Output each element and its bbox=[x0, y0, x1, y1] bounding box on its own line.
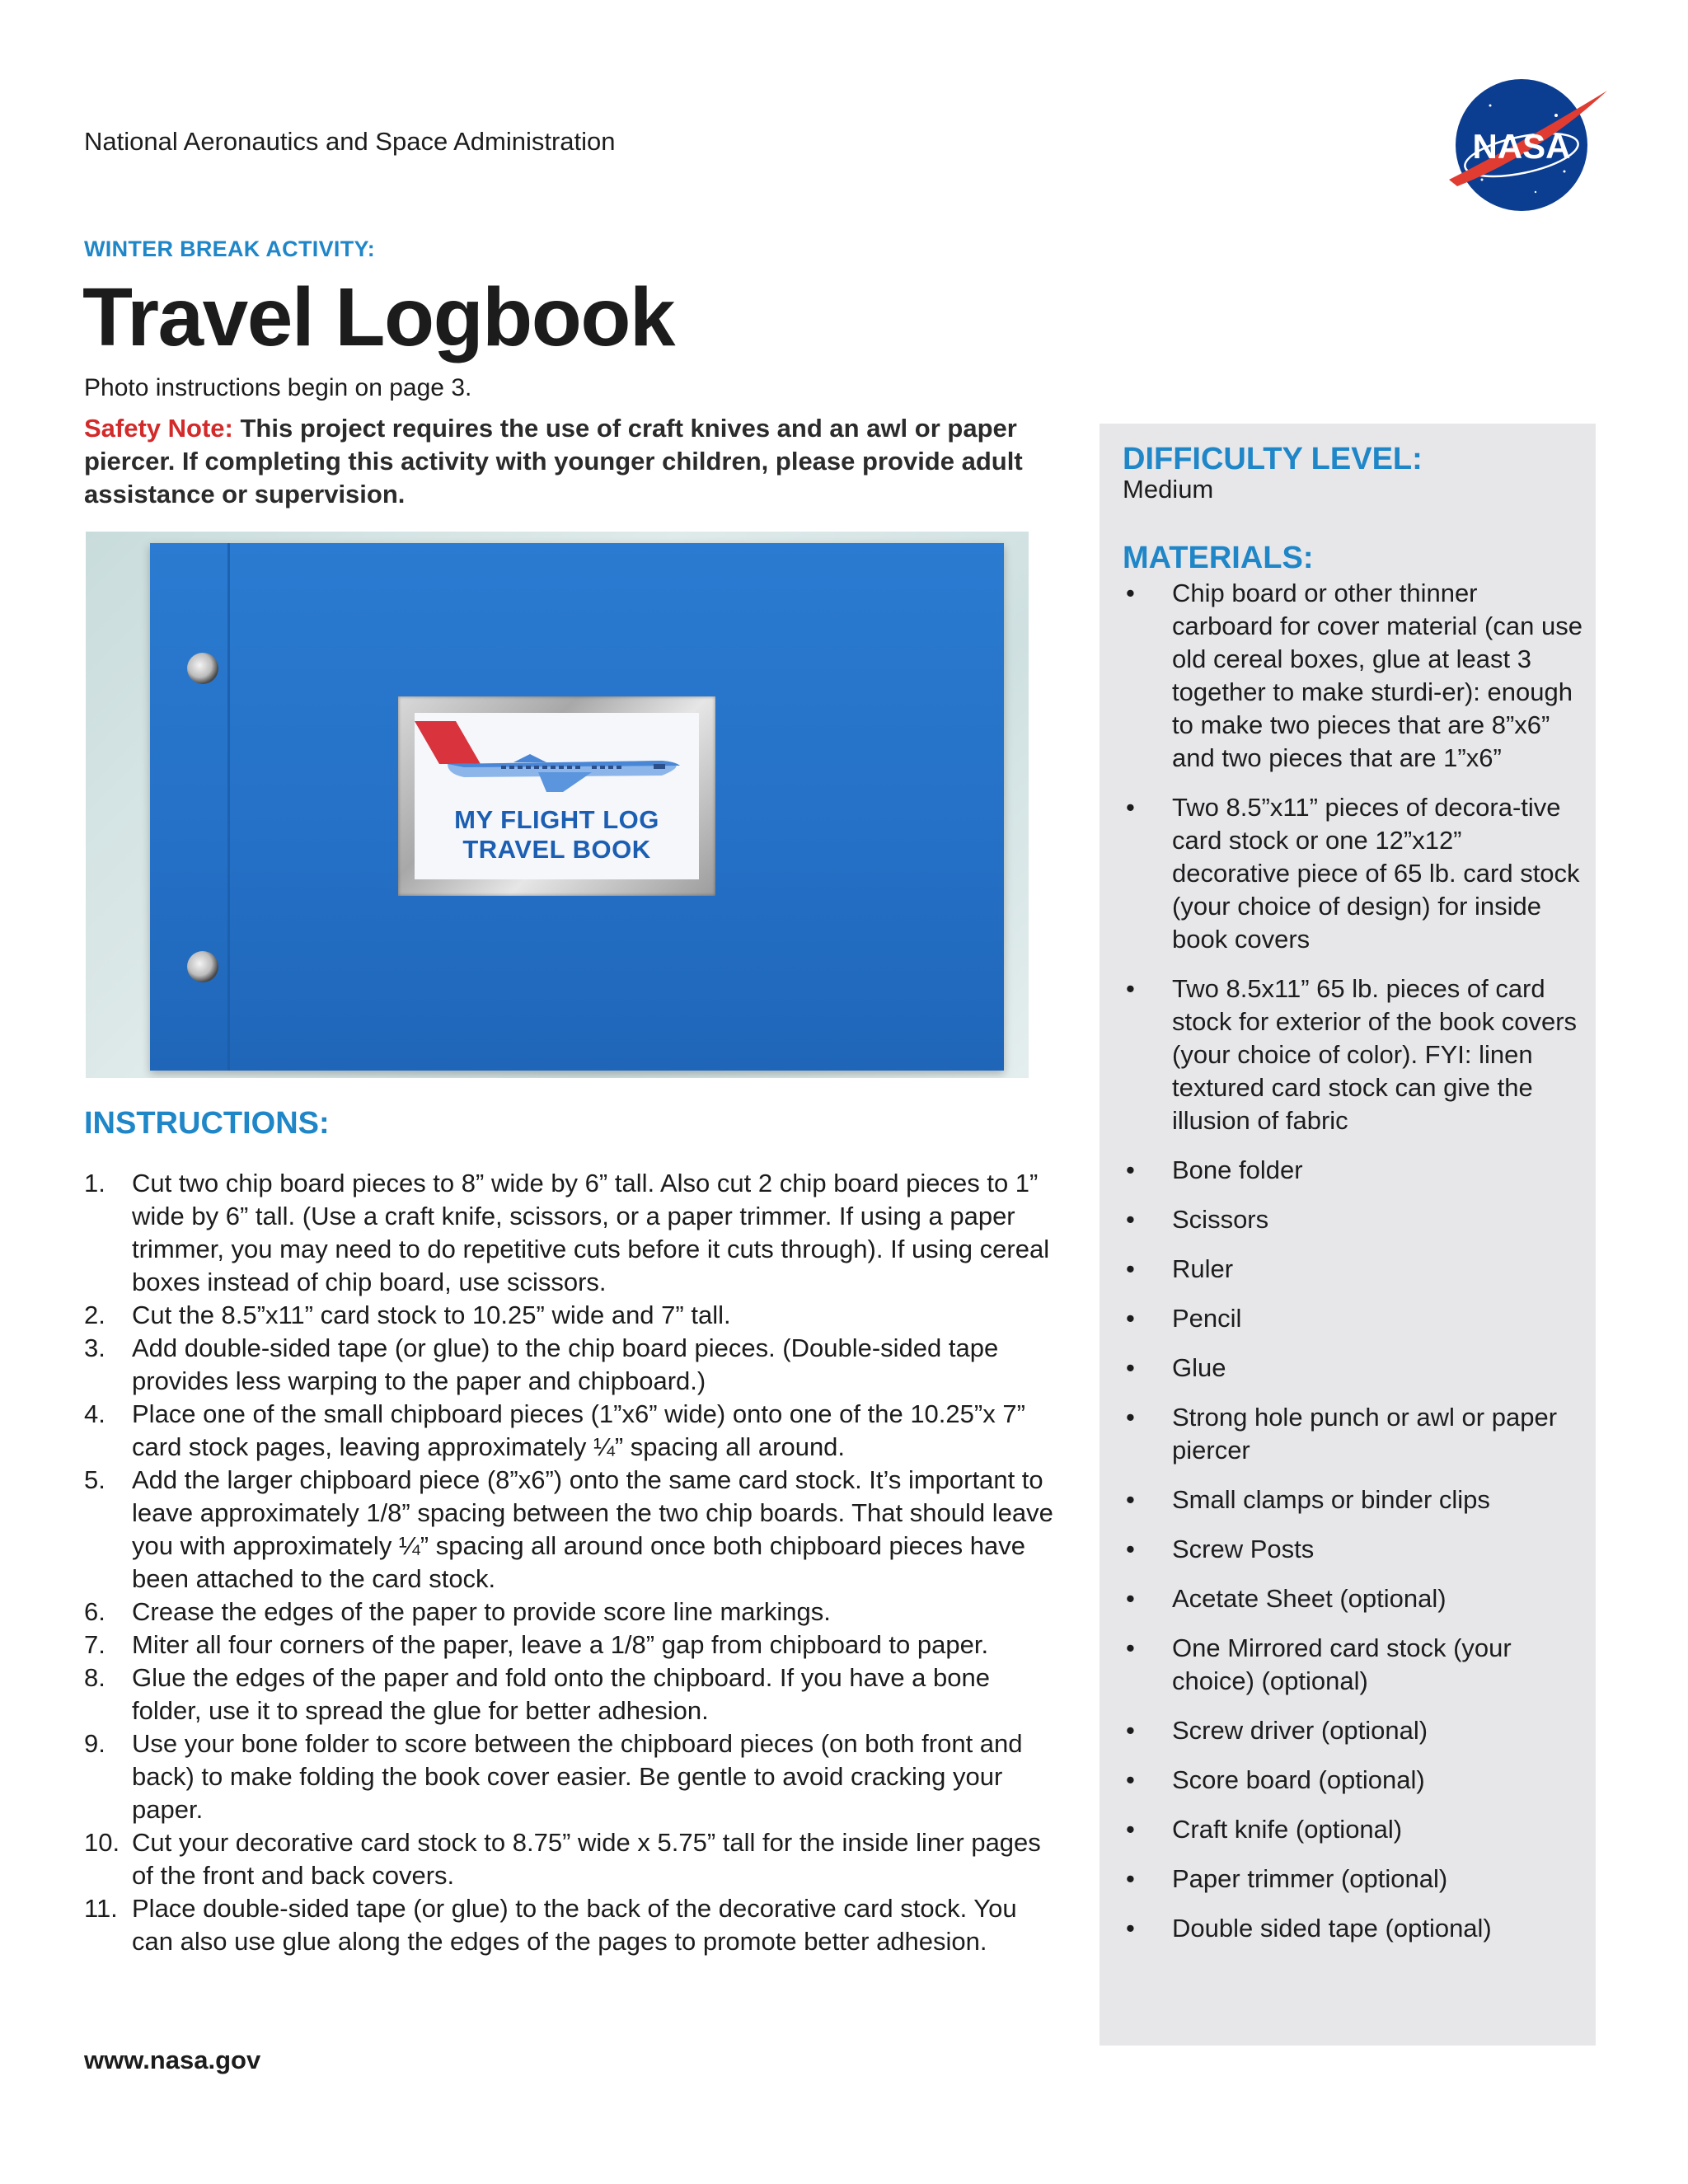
screw-post-bottom-icon bbox=[187, 951, 218, 982]
list-item bbox=[1123, 1203, 1584, 1236]
material-text: Score board (optional) bbox=[1172, 1765, 1425, 1794]
instructions-list bbox=[84, 1167, 1057, 1958]
step-number: 2. bbox=[84, 1301, 106, 1329]
list-item bbox=[84, 1661, 1057, 1727]
bullet-icon: • bbox=[1126, 1914, 1135, 1943]
material-text: Ruler bbox=[1172, 1254, 1234, 1283]
footer-url-link[interactable]: www.nasa.gov bbox=[84, 2046, 261, 2074]
material-text: Screw Posts bbox=[1172, 1535, 1315, 1563]
cover-label-line1: MY FLIGHT LOG bbox=[454, 805, 659, 834]
step-number: 8. bbox=[84, 1663, 106, 1692]
airplane-icon bbox=[415, 713, 699, 804]
material-text: Paper trimmer (optional) bbox=[1172, 1864, 1448, 1893]
list-item bbox=[1123, 1483, 1584, 1516]
step-text: Place one of the small chipboard pieces (1”x6” wide) onto one of the 10.25”x 7” card stock pages, leaving approximately ¼” spacing all around. bbox=[132, 1399, 1025, 1461]
cover-label-line2: TRAVEL BOOK bbox=[462, 835, 651, 864]
step-text: Crease the edges of the paper to provide score line markings. bbox=[132, 1597, 831, 1626]
material-text: One Mirrored card stock (your choice) (optional) bbox=[1172, 1633, 1512, 1695]
list-item bbox=[84, 1398, 1057, 1464]
logbook-photo bbox=[86, 532, 1029, 1078]
material-text: Craft knife (optional) bbox=[1172, 1815, 1403, 1844]
logbook-cover bbox=[150, 543, 1004, 1071]
difficulty-value: Medium bbox=[1123, 475, 1214, 504]
nasa-logo-icon bbox=[1432, 73, 1614, 213]
safety-text: This project requires the use of craft knives and an awl or paper piercer. If completing this activity with younger children, please provide adult assistance or supervision. bbox=[84, 414, 1023, 509]
bullet-icon: • bbox=[1126, 1584, 1135, 1613]
list-item bbox=[1123, 1813, 1584, 1846]
bullet-icon: • bbox=[1126, 1485, 1135, 1514]
activity-kicker: WINTER BREAK ACTIVITY: bbox=[84, 237, 376, 261]
material-text: Screw driver (optional) bbox=[1172, 1716, 1428, 1745]
step-number: 6. bbox=[84, 1597, 106, 1626]
material-text: Pencil bbox=[1172, 1304, 1242, 1333]
step-number: 4. bbox=[84, 1399, 106, 1428]
safety-note bbox=[84, 412, 1040, 511]
list-item bbox=[1123, 577, 1584, 775]
step-text: Cut two chip board pieces to 8” wide by 6” tall. Also cut 2 chip board pieces to 1” wide by 6” tall. (Use a craft knife, scissors, or a paper trimmer. If using a paper trimmer, you may need to do repetitive cuts before it cuts through). If using cereal boxes instead of chip board, use scissors. bbox=[132, 1169, 1050, 1296]
step-text: Add double-sided tape (or glue) to the chip board pieces. (Double-sided tape provides less warping to the paper and chipboard.) bbox=[132, 1333, 999, 1395]
bullet-icon: • bbox=[1126, 974, 1135, 1003]
list-item bbox=[84, 1892, 1057, 1958]
mirrored-label-frame bbox=[398, 696, 715, 896]
bullet-icon: • bbox=[1126, 1205, 1135, 1234]
step-text: Cut your decorative card stock to 8.75” wide x 5.75” tall for the inside liner pages of the front and back covers. bbox=[132, 1828, 1041, 1890]
bullet-icon: • bbox=[1126, 1815, 1135, 1844]
material-text: Two 8.5x11” 65 lb. pieces of card stock for exterior of the book covers (your choice of color). FYI: linen textured card stock can give the illusion of fabric bbox=[1172, 974, 1578, 1135]
step-number: 7. bbox=[84, 1630, 106, 1659]
step-number: 5. bbox=[84, 1465, 106, 1494]
sidebar-panel bbox=[1100, 424, 1596, 2046]
list-item bbox=[1123, 1533, 1584, 1566]
bullet-icon: • bbox=[1126, 793, 1135, 822]
bullet-icon: • bbox=[1126, 1304, 1135, 1333]
list-item bbox=[1123, 972, 1584, 1137]
page-subtitle: Photo instructions begin on page 3. bbox=[84, 374, 472, 401]
bullet-icon: • bbox=[1126, 1633, 1135, 1662]
list-item bbox=[1123, 1632, 1584, 1698]
list-item bbox=[84, 1727, 1057, 1826]
material-text: Two 8.5”x11” pieces of decora-tive card stock or one 12”x12” decorative piece of 65 lb. card stock (your choice of design) for inside book covers bbox=[1172, 793, 1580, 954]
list-item bbox=[1123, 1714, 1584, 1747]
list-item bbox=[1123, 1582, 1584, 1615]
list-item bbox=[84, 1332, 1057, 1398]
step-number: 1. bbox=[84, 1169, 106, 1197]
step-number: 11. bbox=[84, 1894, 118, 1923]
step-text: Miter all four corners of the paper, leave a 1/8” gap from chipboard to paper. bbox=[132, 1630, 989, 1659]
list-item bbox=[1123, 1764, 1584, 1797]
list-item bbox=[1123, 1352, 1584, 1385]
list-item bbox=[84, 1464, 1057, 1596]
list-item bbox=[1123, 1401, 1584, 1467]
materials-list bbox=[1123, 577, 1584, 1961]
safety-label: Safety Note: bbox=[84, 414, 233, 443]
bullet-icon: • bbox=[1126, 1765, 1135, 1794]
bullet-icon: • bbox=[1126, 1155, 1135, 1184]
instructions-heading: INSTRUCTIONS: bbox=[84, 1106, 330, 1141]
step-text: Add the larger chipboard piece (8”x6”) onto the same card stock. It’s important to leave approximately 1/8” spacing between the two chip boards. That should leave you with approximately ¼” spacing all around once both chipboard pieces have been attached to the card stock. bbox=[132, 1465, 1053, 1593]
agency-name: National Aeronautics and Space Administration bbox=[84, 127, 616, 156]
material-text: Strong hole punch or awl or paper piercer bbox=[1172, 1403, 1558, 1465]
page-title: Travel Logbook bbox=[82, 271, 675, 363]
list-item bbox=[1123, 1302, 1584, 1335]
list-item bbox=[1123, 1863, 1584, 1896]
material-text: Bone folder bbox=[1172, 1155, 1303, 1184]
list-item bbox=[1123, 1912, 1584, 1945]
spine-score-line bbox=[227, 543, 230, 1071]
step-number: 3. bbox=[84, 1333, 106, 1362]
step-text: Glue the edges of the paper and fold onto the chipboard. If you have a bone folder, use it to spread the glue for better adhesion. bbox=[132, 1663, 990, 1725]
material-text: Scissors bbox=[1172, 1205, 1269, 1234]
materials-heading: MATERIALS: bbox=[1123, 541, 1314, 575]
difficulty-heading: DIFFICULTY LEVEL: bbox=[1123, 442, 1423, 476]
step-number: 10. bbox=[84, 1828, 120, 1857]
list-item bbox=[1123, 791, 1584, 956]
material-text: Small clamps or binder clips bbox=[1172, 1485, 1490, 1514]
bullet-icon: • bbox=[1126, 1254, 1135, 1283]
bullet-icon: • bbox=[1126, 579, 1135, 607]
bullet-icon: • bbox=[1126, 1716, 1135, 1745]
material-text: Acetate Sheet (optional) bbox=[1172, 1584, 1447, 1613]
material-text: Glue bbox=[1172, 1353, 1226, 1382]
list-item bbox=[84, 1299, 1057, 1332]
list-item bbox=[84, 1826, 1057, 1892]
list-item bbox=[84, 1629, 1057, 1661]
step-number: 9. bbox=[84, 1729, 106, 1758]
step-text: Use your bone folder to score between the chipboard pieces (on both front and back) to make folding the book cover easier. Be gentle to avoid cracking your paper. bbox=[132, 1729, 1023, 1824]
list-item bbox=[1123, 1253, 1584, 1286]
list-item bbox=[1123, 1154, 1584, 1187]
step-text: Cut the 8.5”x11” card stock to 10.25” wide and 7” tall. bbox=[132, 1301, 731, 1329]
bullet-icon: • bbox=[1126, 1864, 1135, 1893]
material-text: Chip board or other thinner carboard for cover material (can use old cereal boxes, glue at least 3 together to make sturdi-er): enough to make two pieces that are 8”x6” and two pieces that are 1”x6” bbox=[1172, 579, 1582, 772]
cover-label bbox=[415, 713, 699, 879]
bullet-icon: • bbox=[1126, 1403, 1135, 1432]
material-text: Double sided tape (optional) bbox=[1172, 1914, 1492, 1943]
list-item bbox=[84, 1596, 1057, 1629]
nasa-logo-text: NASA bbox=[1472, 127, 1571, 166]
bullet-icon: • bbox=[1126, 1535, 1135, 1563]
screw-post-top-icon bbox=[187, 653, 218, 684]
bullet-icon: • bbox=[1126, 1353, 1135, 1382]
step-text: Place double-sided tape (or glue) to the back of the decorative card stock. You can also use glue along the edges of the pages to promote better adhesion. bbox=[132, 1894, 1017, 1956]
list-item bbox=[84, 1167, 1057, 1299]
